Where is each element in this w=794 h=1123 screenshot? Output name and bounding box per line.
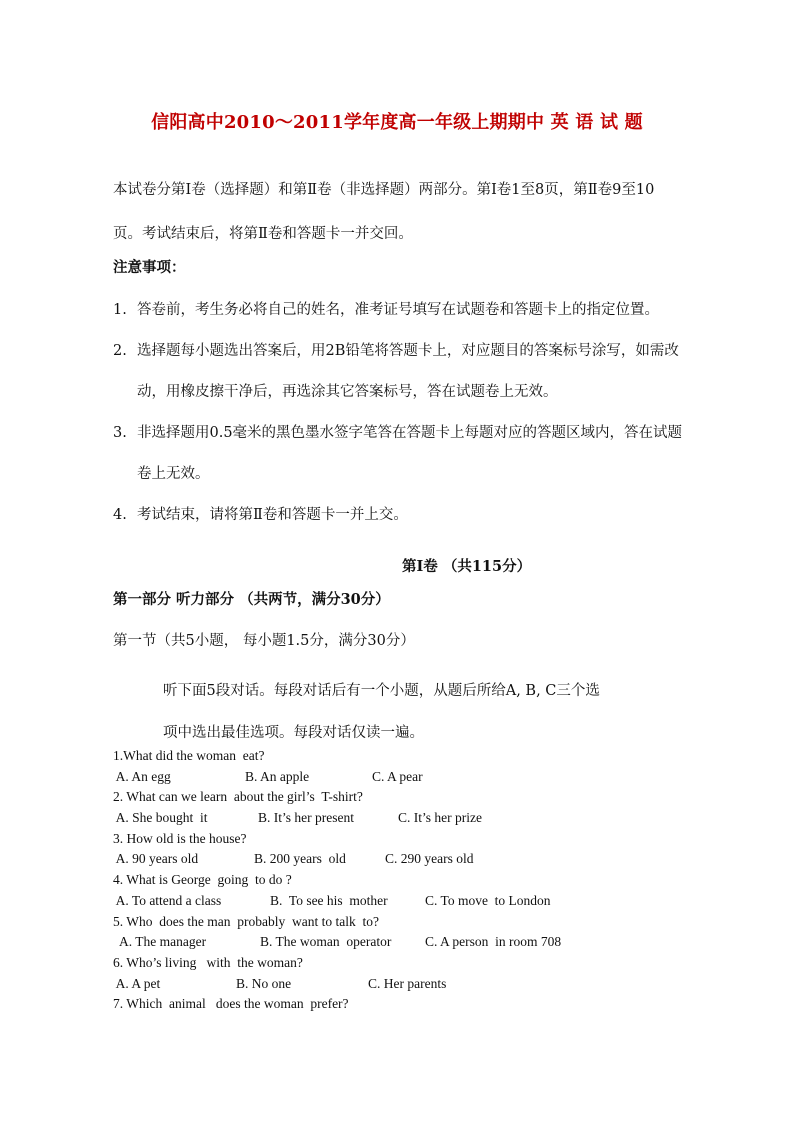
- option-a: A. 90 years old: [113, 851, 199, 867]
- note-item: [113, 413, 683, 495]
- question-6: 6. Who’s living with the woman?: [113, 954, 303, 970]
- note-item: [113, 290, 683, 331]
- note-text: 非选择题用0.5毫米的黑色墨水签字笔答在答题卡上每题对应的答题区域内，答在试题卷上无效。: [137, 425, 683, 482]
- question-2: 2. What can we learn about the girl’s T-shirt?: [113, 789, 363, 805]
- note-text: 答卷前，考生务必将自己的姓名，准考证号填写在试题卷和答题卡上的指定位置。: [137, 302, 659, 318]
- question-3-options: [113, 849, 673, 870]
- option-b: B. No one: [236, 975, 292, 991]
- option-c: C. Her parents: [368, 975, 447, 991]
- option-a: A. The manager: [113, 934, 207, 950]
- note-number: 1.: [113, 302, 127, 318]
- question-7: 7. Which animal does the woman prefer?: [113, 996, 349, 1012]
- question-1: 1.What did the woman eat?: [113, 748, 265, 763]
- intro-paragraph: 本试卷分第Ⅰ卷（选择题）和第Ⅱ卷（非选择题）两部分。第Ⅰ卷1至8页，第Ⅱ卷9至10页。考试结束后，将第Ⅱ卷和答题卡一并交回。: [113, 182, 655, 242]
- note-number: 3.: [113, 425, 127, 441]
- option-c: C. 290 years old: [385, 851, 474, 867]
- section-heading: 第一节（共5小题， 每小题1.5分，满分30分）: [113, 633, 415, 649]
- option-b: B. It’s her present: [258, 810, 354, 826]
- note-item: [113, 495, 683, 536]
- volume-heading: 第Ⅰ卷 （共115分）: [402, 558, 532, 575]
- question-3: 3. How old is the house?: [113, 830, 247, 846]
- note-item: [113, 331, 683, 413]
- note-text: 选择题每小题选出答案后，用2B铅笔将答题卡上，对应题目的答案标号涂写，如需改动，用橡皮擦干净后，再选涂其它答案标号，答在试题卷上无效。: [137, 343, 679, 400]
- question-4: 4. What is George going to do ?: [113, 872, 292, 888]
- notes-heading: 注意事项：: [113, 259, 186, 276]
- part-heading: 第一部分 听力部分 （共两节，满分30分）: [113, 591, 390, 608]
- note-text: 考试结束，请将第Ⅱ卷和答题卡一并上交。: [137, 507, 408, 523]
- question-list: [113, 746, 673, 1015]
- question-4-options: [113, 891, 673, 912]
- option-c: C. To move to London: [425, 892, 551, 908]
- option-b: B. To see his mother: [270, 892, 388, 908]
- note-number: 4.: [113, 507, 127, 523]
- question-5: 5. Who does the man probably want to talk to?: [113, 913, 379, 929]
- question-6-options: [113, 974, 673, 995]
- page-title: 信阳高中2010～2011学年度高一年级上期期中 英 语 试 题: [151, 112, 643, 133]
- option-b: B. The woman operator: [260, 934, 392, 950]
- note-number: 2.: [113, 343, 127, 359]
- option-a: A. A pet: [113, 975, 161, 991]
- option-c: C. A person in room 708: [425, 934, 562, 950]
- option-c: C. It’s her prize: [398, 810, 482, 826]
- question-1-options: [113, 767, 673, 788]
- question-2-options: [113, 808, 673, 829]
- option-a: A. An egg: [113, 768, 171, 784]
- option-c: C. A pear: [372, 768, 423, 784]
- listening-instruction: 听下面5段对话。每段对话后有一个小题，从题后所给A, B, C三个选项中选出最佳选项。每段对话仅读一遍。: [163, 683, 600, 741]
- option-b: B. 200 years old: [254, 851, 346, 867]
- question-5-options: [113, 932, 673, 953]
- option-a: A. To attend a class: [113, 892, 222, 908]
- option-b: B. An apple: [245, 768, 310, 784]
- option-a: A. She bought it: [113, 810, 208, 826]
- notes-list: [113, 290, 683, 536]
